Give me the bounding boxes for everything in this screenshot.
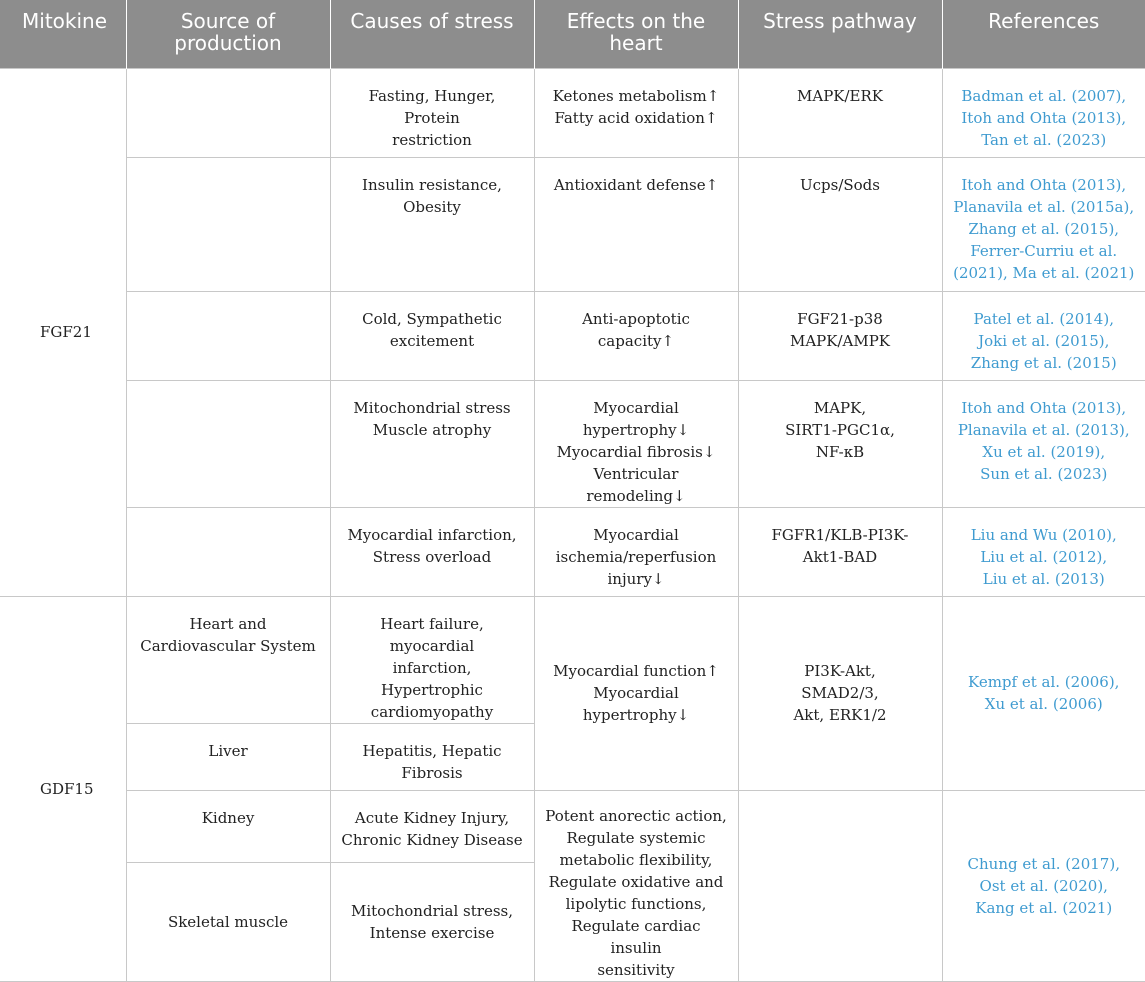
cell-line: Ketones metabolism↑ <box>552 86 720 105</box>
cell-line: Acute Kidney Injury, <box>354 808 510 827</box>
cell-line: hypertrophy↓ <box>582 706 690 724</box>
cell-line: Stress overload <box>372 547 492 566</box>
cell-line: Ventricular remodeling↓ <box>586 464 686 505</box>
cell-line: Ferrer-Curriu et al. <box>970 241 1118 260</box>
cell-line: Kang et al. (2021) <box>975 898 1113 917</box>
source-cell <box>126 291 330 380</box>
cell-line: Heart and <box>189 614 267 633</box>
cell-line: metabolic flexibility, <box>559 850 713 869</box>
cell-line: Joki et al. (2015), <box>978 331 1110 350</box>
header-mitokine: Mitokine <box>0 0 126 68</box>
cell-line: Cardiovascular System <box>140 636 316 655</box>
cell-line: Regulate oxidative and <box>548 872 724 891</box>
references-cell <box>942 507 1145 596</box>
header-source: Source of production <box>126 0 330 68</box>
references-cell <box>942 157 1145 291</box>
cell-line: Fibrosis <box>401 763 463 782</box>
cell-line: Antioxidant defense↑ <box>553 175 719 194</box>
causes-cell <box>330 157 534 291</box>
cell-line: Itoh and Ohta (2013), <box>961 398 1127 417</box>
references-cell <box>942 291 1145 380</box>
references-cell <box>942 596 1145 790</box>
cell-line: FGFR1/KLB-PI3K- <box>771 525 909 544</box>
references-cell <box>942 380 1145 507</box>
cell-line: Kempf et al. (2006), <box>968 673 1120 691</box>
effects-cell <box>534 596 738 790</box>
table-row <box>0 596 1145 723</box>
source-cell <box>126 507 330 596</box>
cell-line: Liu et al. (2012), <box>980 547 1108 566</box>
effects-cell <box>534 157 738 291</box>
source-cell <box>126 68 330 157</box>
cell-line: Xu et al. (2019), <box>982 442 1106 461</box>
cell-line: Liu and Wu (2010), <box>970 525 1117 544</box>
cell-line: Kidney <box>201 808 255 827</box>
cell-line: Regulate cardiac insulin <box>571 916 701 957</box>
cell-line: Mitochondrial stress <box>353 398 511 417</box>
pathway-cell <box>738 596 942 790</box>
cell-line: lipolytic functions, <box>565 894 707 913</box>
cell-line: PI3K-Akt, <box>804 662 876 680</box>
cell-line: Badman et al. (2007), <box>961 86 1127 105</box>
effects-cell <box>534 291 738 380</box>
cell-line: Cold, Sympathetic <box>362 309 502 328</box>
cell-line: Tan et al. (2023) <box>981 130 1107 149</box>
header-pathway: Stress pathway <box>738 0 942 68</box>
effects-cell <box>534 380 738 507</box>
table-row <box>0 507 1145 596</box>
cell-line: NF-κB <box>815 442 865 461</box>
cell-line: Xu et al. (2006) <box>984 695 1103 713</box>
cell-line: Myocardial <box>593 525 679 544</box>
cell-line: injury↓ <box>607 569 665 588</box>
effects-cell <box>534 790 738 981</box>
cell-line: Skeletal muscle <box>167 912 289 931</box>
cell-line: infarction, <box>392 658 472 677</box>
cell-line: Chung et al. (2017), <box>967 854 1120 873</box>
cell-line: Planavila et al. (2015a), <box>953 197 1135 216</box>
cell-line: Myocardial function↑ <box>553 662 719 680</box>
table-row <box>0 68 1145 157</box>
source-cell <box>126 596 330 723</box>
cell-line: Insulin resistance, <box>362 175 502 194</box>
cell-line: Sun et al. (2023) <box>980 464 1108 483</box>
cell-line: (2021), Ma et al. (2021) <box>953 263 1135 282</box>
causes-cell <box>330 790 534 862</box>
cell-line: Ucps/Sods <box>799 175 880 194</box>
references-cell <box>942 68 1145 157</box>
table-row <box>0 380 1145 507</box>
cell-line: Intense exercise <box>369 923 495 942</box>
pathway-cell <box>738 380 942 507</box>
source-cell <box>126 862 330 981</box>
cell-line: cardiomyopathy <box>370 702 494 721</box>
pathway-cell <box>738 157 942 291</box>
causes-cell <box>330 862 534 981</box>
header-causes: Causes of stress <box>330 0 534 68</box>
causes-cell <box>330 723 534 790</box>
source-cell <box>126 157 330 291</box>
cell-line: Hypertrophic <box>381 680 483 699</box>
cell-line: Potent anorectic action, <box>545 806 727 825</box>
mitokine-gdf15: GDF15 <box>0 596 126 981</box>
cell-line: Akt1-BAD <box>802 547 878 566</box>
mitokine-fgf21: FGF21 <box>0 68 126 596</box>
cell-line: Planavila et al. (2013), <box>957 420 1130 439</box>
cell-line: MAPK/ERK <box>797 86 883 105</box>
table-row <box>0 790 1145 862</box>
cell-line: sensitivity <box>597 960 675 979</box>
pathway-cell <box>738 68 942 157</box>
pathway-cell <box>738 291 942 380</box>
table-row <box>0 291 1145 380</box>
references-cell <box>942 790 1145 981</box>
cell-line: Regulate systemic <box>566 828 706 847</box>
cell-line: Fasting, Hunger, Protein <box>368 86 496 127</box>
effects-cell <box>534 68 738 157</box>
cell-line: Chronic Kidney Disease <box>341 830 523 849</box>
cell-line: SMAD2/3, <box>801 684 879 702</box>
causes-cell <box>330 291 534 380</box>
cell-line: Zhang et al. (2015), <box>968 219 1120 238</box>
cell-line: Myocardial infarction, <box>347 525 517 544</box>
cell-line: Hepatitis, Hepatic <box>362 741 502 760</box>
effects-cell <box>534 507 738 596</box>
cell-line: restriction <box>392 130 472 149</box>
cell-line: Myocardial <box>593 684 679 702</box>
cell-line: Ost et al. (2020), <box>979 876 1108 895</box>
source-cell <box>126 790 330 862</box>
cell-line: hypertrophy↓ <box>582 420 690 439</box>
causes-cell <box>330 507 534 596</box>
cell-line: Heart failure, myocardial <box>380 614 484 655</box>
causes-cell <box>330 380 534 507</box>
header-references: References <box>942 0 1145 68</box>
cell-line: Mitochondrial stress, <box>351 901 513 920</box>
source-cell <box>126 723 330 790</box>
cell-line: Myocardial fibrosis↓ <box>556 442 716 461</box>
source-cell <box>126 380 330 507</box>
cell-line: Zhang et al. (2015) <box>970 353 1117 372</box>
cell-line: SIRT1-PGC1α, <box>785 420 895 439</box>
cell-line: Patel et al. (2014), <box>973 309 1114 328</box>
table-row <box>0 157 1145 291</box>
cell-line: Fatty acid oxidation↑ <box>554 108 718 127</box>
causes-cell <box>330 68 534 157</box>
cell-line: Itoh and Ohta (2013), <box>961 175 1127 194</box>
header-row <box>0 0 1145 68</box>
cell-line: MAPK, <box>813 398 867 417</box>
cell-line: Itoh and Ohta (2013), <box>961 108 1127 127</box>
cell-line: Liver <box>208 741 248 760</box>
pathway-cell <box>738 790 942 981</box>
cell-line: ischemia/reperfusion <box>555 547 717 566</box>
cell-line: MAPK/AMPK <box>789 331 891 350</box>
header-effects: Effects on the heart <box>534 0 738 68</box>
pathway-cell <box>738 507 942 596</box>
cell-line: Muscle atrophy <box>372 420 492 439</box>
cell-line: Obesity <box>403 197 461 216</box>
cell-line: Myocardial <box>593 398 679 417</box>
cell-line: excitement <box>389 331 475 350</box>
cell-line: Anti-apoptotic capacity↑ <box>582 309 690 350</box>
cell-line: Liu et al. (2013) <box>982 569 1105 588</box>
cell-line: FGF21-p38 <box>797 309 883 328</box>
cell-line: Akt, ERK1/2 <box>793 706 887 724</box>
causes-cell <box>330 596 534 723</box>
